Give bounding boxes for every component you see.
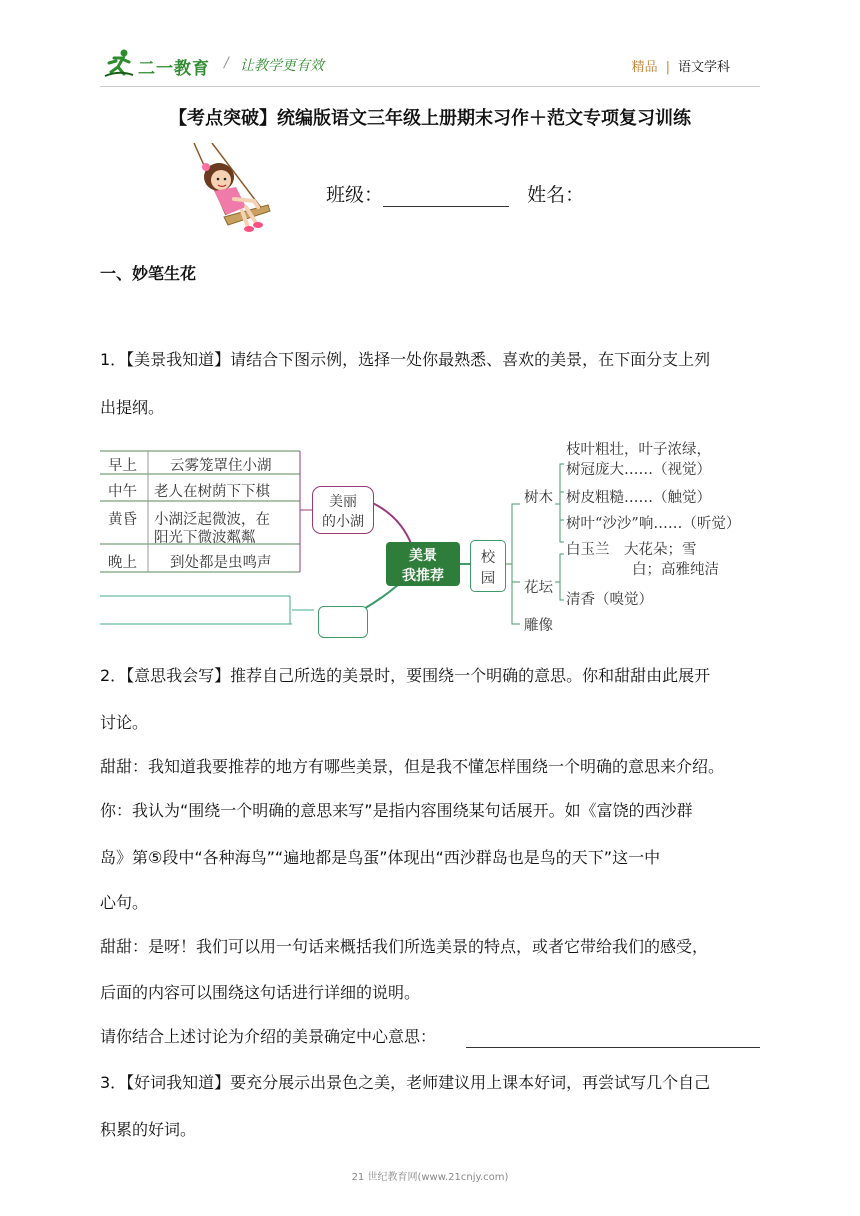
lake-time-night: 晚上 [108, 555, 137, 571]
flower-item-2: 白；高雅纯洁 [632, 562, 719, 578]
class-label: 班级： [326, 184, 384, 206]
q1-line2: 出提纲。 [100, 398, 165, 417]
q2-line4: 你：我认为“围绕一个明确的意思来写”是指内容围绕某句话展开。如《富饶的西沙群 [100, 801, 693, 820]
node-campus [470, 540, 506, 592]
q2-line7: 甜甜：是呀！我们可以用一句话来概括我们所选美景的特点，或者它带给我们的感受， [100, 937, 709, 956]
student-info [326, 180, 584, 207]
q2-line9: 请你结合上述讨论为介绍的美景确定中心意思： [100, 1027, 437, 1046]
page-title: 【考点突破】统编版语文三年级上册期末习作＋范文专项复习训练 [169, 108, 691, 129]
node-empty-branch[interactable] [318, 606, 368, 638]
tree-item-2: 树冠庞大……（视觉） [566, 462, 711, 478]
campus-tree-label: 树木 [524, 490, 553, 506]
header-separator: | [665, 60, 670, 75]
girl-on-swing-illustration [184, 143, 274, 243]
slogan: 让教学更有效 [240, 58, 324, 74]
lake-desc-dusk-2: 阳光下微波粼粼 [154, 530, 256, 546]
mind-map [100, 434, 800, 644]
lake-time-morning: 早上 [108, 458, 137, 474]
node-center [386, 542, 460, 586]
node-center-line1: 美景 [409, 548, 437, 564]
campus-flower-label: 花坛 [524, 580, 553, 596]
campus-statue-label: 雕像 [524, 618, 553, 634]
page-footer: 21 世纪教育网(www.21cnjy.com) [351, 1172, 509, 1183]
header [100, 46, 760, 82]
lake-desc-morning: 云雾笼罩住小湖 [170, 458, 272, 474]
q2-line5: 岛》第⑤段中“各种海鸟”“遍地都是鸟蛋”体现出“西沙群岛也是鸟的天下”这一中 [100, 848, 661, 867]
node-campus-line1: 校 [480, 550, 496, 566]
tree-item-4: 树叶“沙沙”响……（听觉） [566, 516, 741, 532]
node-center-line2: 我推荐 [402, 568, 444, 584]
slogan-divider: / [224, 55, 229, 71]
node-campus-line2: 园 [480, 571, 496, 587]
tree-item-3: 树皮粗糙……（触觉） [566, 490, 711, 506]
name-label: 姓名： [527, 184, 585, 206]
q2-line3: 甜甜：我知道我要推荐的地方有哪些美景，但是我不懂怎样围绕一个明确的意思来介绍。 [100, 757, 725, 776]
brand-logo-text: 二一教育 [138, 59, 210, 79]
tree-item-1: 枝叶粗壮，叶子浓绿， [566, 442, 711, 458]
lake-desc-noon: 老人在树荫下下棋 [154, 484, 270, 500]
central-idea-input[interactable] [466, 1046, 760, 1048]
runner-logo-icon [104, 48, 134, 78]
q2-line8: 后面的内容可以围绕这句话进行详细的说明。 [100, 983, 421, 1002]
node-beautiful-lake [312, 486, 374, 534]
q2-line6: 心句。 [100, 893, 149, 912]
q2-line2: 讨论。 [100, 713, 149, 732]
lake-desc-night: 到处都是虫鸣声 [170, 555, 272, 571]
header-right [632, 56, 730, 75]
q3-line2: 积累的好词。 [100, 1120, 197, 1139]
section-heading: 一、妙笔生花 [100, 264, 197, 283]
q2-line1: 2．【意思我会写】推荐自己所选的美景时，要围绕一个明确的意思。你和甜甜由此展开 [100, 666, 711, 685]
lake-time-noon: 中午 [108, 484, 137, 500]
lake-desc-dusk-1: 小湖泛起微波，在 [154, 512, 270, 528]
q1-line1: 1．【美景我知道】请结合下图示例，选择一处你最熟悉、喜欢的美景，在下面分支上列 [100, 350, 711, 369]
header-rule [100, 86, 760, 87]
class-input[interactable] [383, 184, 509, 207]
lake-time-dusk: 黄昏 [108, 512, 137, 528]
flower-item-3: 清香（嗅觉） [566, 592, 653, 608]
node-lake-line1: 美丽 [329, 494, 357, 510]
subject-label: 语文学科 [677, 60, 730, 75]
flower-item-1: 白玉兰 大花朵；雪 [566, 542, 697, 558]
node-lake-line2: 的小湖 [322, 514, 364, 530]
quality-badge: 精品 [631, 60, 658, 75]
q3-line1: 3．【好词我知道】要充分展示出景色之美，老师建议用上课本好词，再尝试写几个自己 [100, 1073, 711, 1092]
